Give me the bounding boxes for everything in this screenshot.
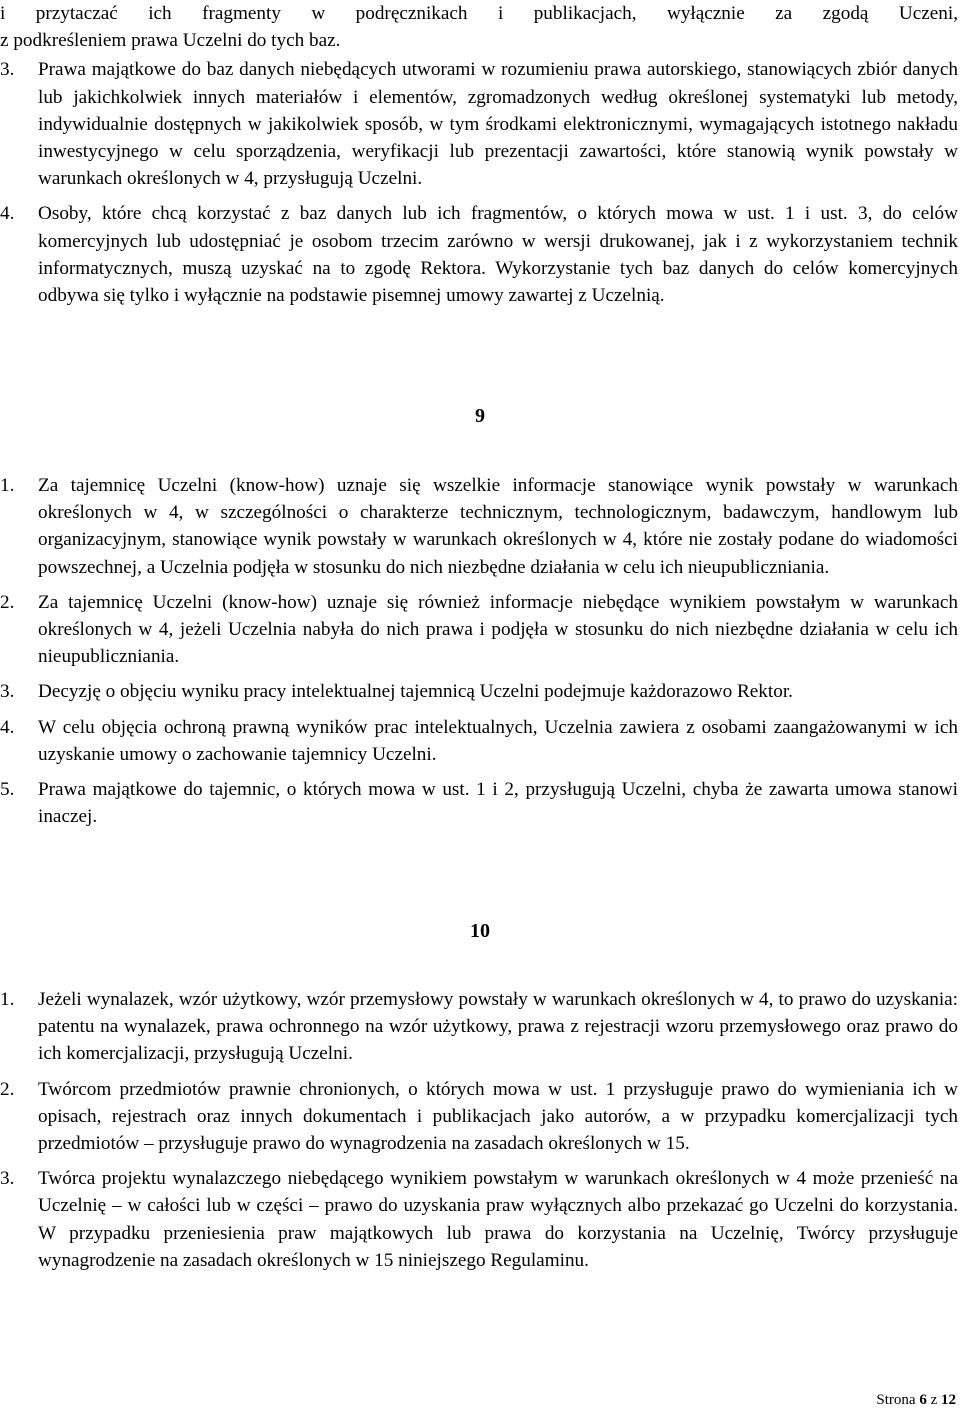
section-title: 9 — [475, 405, 485, 427]
item-text: Prawa majątkowe do tajemnic, o których mowa w ust. 1 i 2, przysługują Uczelni, chyba że zawarta umowa stanowi inaczej. — [38, 779, 958, 828]
section-heading-10 — [0, 920, 960, 943]
item-text: Osoby, które chcą korzystać z baz danych lub ich fragmentów, o których mowa w ust. 1 i ust. 3, do celów komercyjnych lub udostępniać je osobom trzecim zarówno w wersji drukowanej, jak i z wykorzystaniem technik informatycznych, muszą uzyskać na to zgodę Rektora. Wykorzystanie tych baz danych do celów komercyjnych odbywa się tylko i wyłącznie na podstawie pisemnej umowy zawartej z Uczelnią. — [38, 203, 958, 307]
footer-sep: z — [926, 1392, 941, 1408]
item-text: Decyzję o objęciu wyniku pracy intelektualnej tajemnicą Uczelni podejmuje każdorazowo Rektor. — [38, 681, 793, 703]
item-number: 2. — [0, 1078, 15, 1100]
list-item — [0, 776, 958, 830]
list-item — [0, 589, 958, 671]
item-number: 3. — [0, 59, 15, 81]
footer-prefix: Strona — [876, 1392, 920, 1408]
footer-total: 12 — [941, 1392, 956, 1408]
item-number: 1. — [0, 989, 15, 1010]
intro-line-1: i przytaczać ich fragmenty w podręcznikach i publikacjach, wyłącznie za zgodą Uczeni, — [0, 3, 958, 24]
page-number-footer — [876, 1391, 956, 1409]
item-text: Jeżeli wynalazek, wzór użytkowy, wzór przemysłowy powstały w warunkach określonych w 4, to prawo do uzyskania: patentu na wynalazek, prawa ochronnego na wzór użytkowy, prawa z rejestracji wzoru przemysłowego oraz prawo do ich komercjalizacji, przysługują Uczelni. — [38, 989, 958, 1065]
list-item — [0, 56, 958, 192]
item-text: W celu objęcia ochroną prawną wyników prac intelektualnych, Uczelnia zawiera z osobami zaangażowanymi w ich uzyskanie umowy o zachowanie tajemnicy Uczelni. — [38, 716, 958, 765]
item-number: 4. — [0, 716, 15, 738]
list-item — [0, 472, 958, 581]
section-8-continuation — [0, 0, 958, 317]
item-text: Prawa majątkowe do baz danych niebędących utworami w rozumieniu prawa autorskiego, stanowiących zbiór danych lub jakichkolwiek innych materiałów i elementów, zgromadzonych według określonej systematyki lub metody, indywidualnie dostępnych w jakikolwiek sposób, w tym środkami elektronicznymi, wymagających istotnego nakładu inwestycyjnego w celu sporządzenia, weryfikacji lub prezentacji zawartości, które stanowią wynik powstały w warunkach określonych w 4, przysługują Uczelni. — [38, 59, 958, 190]
item-number: 2. — [0, 591, 15, 613]
item-text: Twórca projektu wynalazczego niebędącego wynikiem powstałym w warunkach określonych w 4 może przenieść na Uczelnię – w całości lub w części – prawo do uzyskania praw wyłącznych albo przekazać go Uczelni do korzystania. W przypadku przeniesienia praw majątkowych lub prawa do korzystania na Uczelnię, Twórcy przysługuje wynagrodzenie na zasadach określonych w 15 niniejszego Regulaminu. — [38, 1168, 958, 1271]
list-item — [0, 714, 958, 768]
list-item — [0, 200, 958, 309]
footer-page: 6 — [919, 1392, 927, 1408]
item-text: Twórcom przedmiotów prawnie chronionych, o których mowa w ust. 1 przysługuje prawo do wymieniania ich w opisach, rejestrach oraz innych dokumentach i publikacjach jako autorów, a w przypadku komercjalizacji tych przedmiotów – przysługuje prawo do wynagrodzenia na zasadach określonych w 15. — [38, 1078, 958, 1155]
item-number: 1. — [0, 475, 15, 496]
section-9-body — [0, 472, 958, 838]
section-title: 10 — [470, 920, 490, 942]
item-number: 4. — [0, 203, 15, 225]
item-number: 5. — [0, 779, 15, 801]
item-text: Za tajemnicę Uczelni (know-how) uznaje się wszelkie informacje stanowiące wynik powstały w warunkach określonych w 4, w szczególności o charakterze technicznym, technologicznym, badawczym, handlowym lub organizacyjnym, stanowiące wynik powstały w warunkach określonych w 4, które nie zostały podane do wiadomości powszechnej, a Uczelnia podjęła w stosunku do nich niezbędne działania w celu ich nieupubliczniania. — [38, 475, 958, 578]
section-10-body — [0, 986, 958, 1282]
item-text: Za tajemnicę Uczelni (know-how) uznaje się również informacje niebędące wynikiem powstałym w warunkach określonych w 4, jeżeli Uczelnia nabyła do nich prawa i podjęła w stosunku do nich niezbędne działania w celu ich nieupubliczniania. — [38, 591, 958, 668]
list-item — [0, 678, 958, 705]
list-item — [0, 986, 958, 1068]
item-number: 3. — [0, 681, 15, 703]
list-item — [0, 1076, 958, 1158]
item-number: 3. — [0, 1168, 15, 1190]
list-item — [0, 1165, 958, 1274]
intro-line-2: z podkreśleniem prawa Uczelni do tych baz. — [0, 30, 341, 52]
section-heading-9 — [0, 405, 960, 428]
